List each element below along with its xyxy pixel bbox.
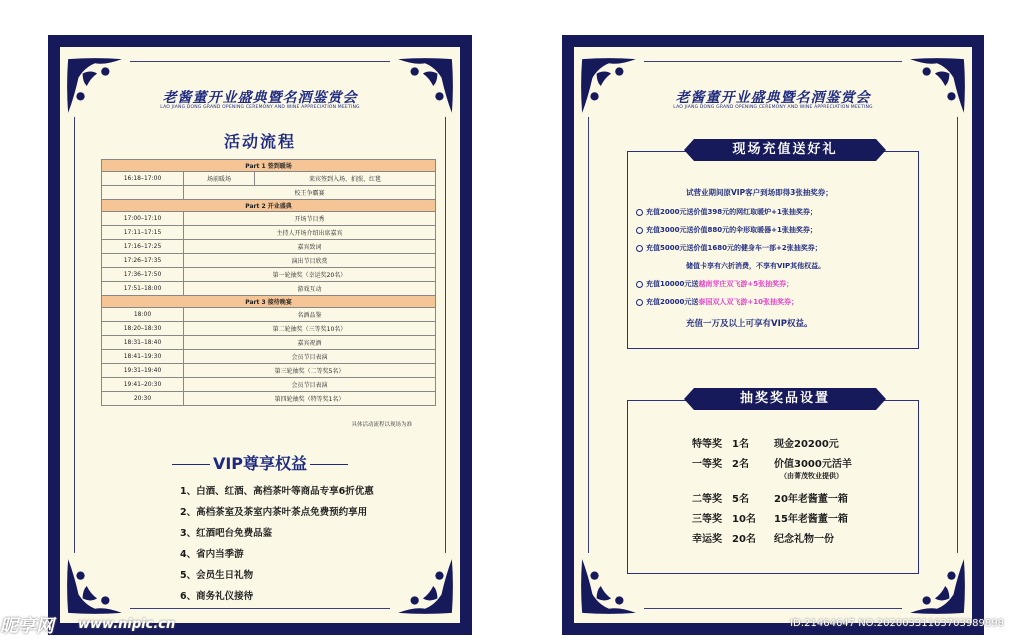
bullet-icon [636,209,643,216]
schedule-time: 18:00 [102,308,184,322]
table-row [102,172,436,186]
watermark-id: ID:21464647 NO:20200331163703989898 [790,618,1004,629]
schedule-time: 17:51–18:00 [102,282,184,296]
list-item: 3、红酒吧台免费品鉴 [180,528,273,539]
bullet-icon [636,281,643,288]
prize-count: 2名 [732,459,749,470]
watermark-logo: 昵享网 [0,616,54,637]
schedule-time: 18:31–18:40 [102,336,184,350]
frame-line [644,61,902,62]
schedule-part-row [102,160,436,172]
schedule-time: 19:41–20:30 [102,378,184,392]
table-row [102,350,436,364]
frame-line [130,61,390,62]
recharge-text: 充值2000元送价值398元的网红取暖炉+1张抽奖券； [646,208,817,216]
schedule-item: 来宾签到入场、拍照、红毯 [255,172,436,186]
schedule-time: 17:36–17:50 [102,268,184,282]
prize-banner: 抽奖奖品设置 [694,388,876,410]
offers-page [562,35,984,635]
schedule-item: 嘉宾祝酒 [184,336,436,350]
vip-heading [60,451,460,474]
prize-name: 纪念礼物一份 [774,534,834,545]
list-item: 5、会员生日礼物 [180,570,254,581]
watermark-url: www.nipic.cn [78,617,176,632]
schedule-time: 17:16–17:25 [102,240,184,254]
prize-name: 现金20200元 [774,439,839,450]
table-row [102,226,436,240]
page-inner [60,47,460,623]
list-item: 2、高档茶室及茶室内茶叶茶点免费预约享用 [180,507,368,518]
vip-title: VIP尊享权益 [212,454,308,473]
prize-name: 20年老酱董一箱 [774,494,848,505]
schedule-time: 17:11–17:15 [102,226,184,240]
recharge-banner: 现场充值送好礼 [694,139,876,161]
list-item: 6、商务礼仪接待 [180,591,254,602]
schedule-time: 18:20–18:30 [102,322,184,336]
schedule-time [102,186,184,200]
schedule-table [101,159,436,406]
schedule-item: 演出节目欣赏 [184,254,436,268]
prize-count: 20名 [732,534,756,545]
prize-level: 三等奖 [692,514,722,525]
list-item [636,207,817,217]
prize-level: 特等奖 [692,439,722,450]
recharge-text: 充值10000元送 [646,280,699,288]
event-title: 老酱董开业盛典暨名酒鉴赏会 [162,90,358,106]
ornament-corner-icon [394,555,456,617]
table-row [102,240,436,254]
table-row [102,254,436,268]
frame-line [445,117,446,553]
event-subtitle: LAO JIANG DONG GRAND OPENING CEREMONY AND WINE APPRECIATION MEETING [673,105,873,110]
bullet-icon [636,245,643,252]
recharge-note: 储值卡享有六折消费，不享有VIP其他权益。 [686,262,826,270]
frame-line [588,117,589,553]
vip-list [180,487,374,613]
prize-count: 10名 [732,514,756,525]
recharge-text: 充值3000元送价值880元的伞形取暖器+1张抽奖券； [646,226,817,234]
schedule-part-row [102,200,436,212]
table-row [102,308,436,322]
page-inner [574,47,972,623]
table-row [102,186,436,200]
schedule-item: 会员节目表演 [184,378,436,392]
list-item: 4、省内当季游 [180,549,244,560]
schedule-item: 名酒品鉴 [184,308,436,322]
prize-name: 15年老酱董一箱 [774,514,848,525]
table-row [102,364,436,378]
event-subtitle: LAO JIANG DONG GRAND OPENING CEREMONY AND WINE APPRECIATION MEETING [160,105,360,110]
recharge-footer: 充值一万及以上可享有VIP权益。 [686,319,813,329]
schedule-time: 17:00–17:10 [102,212,184,226]
schedule-time: 17:26–17:35 [102,254,184,268]
recharge-intro: 试营业期间原VIP客户到场即得3张抽奖券； [686,188,833,197]
table-row [102,336,436,350]
schedule-item: 嘉宾致词 [184,240,436,254]
prize-note: （由菁茂牧业提供） [780,472,843,480]
table-row [102,378,436,392]
list-item: 1、白酒、红酒、高档茶叶等商品专享6折优惠 [180,486,374,497]
bullet-icon [636,299,643,306]
schedule-item: 第四轮抽奖（特等奖1名） [184,392,436,406]
divider [310,464,348,465]
schedule-item: 主持人开场介绍出席嘉宾 [184,226,436,240]
prize-level: 幸运奖 [692,534,722,545]
schedule-item: 第三轮抽奖（二等奖5名） [184,364,436,378]
list-item [636,279,793,289]
schedule-item: 开场节目秀 [184,212,436,226]
divider [172,464,210,465]
frame-line [957,117,958,553]
table-row [102,282,436,296]
schedule-item: 场前暖场 [184,172,255,186]
prize-box [627,400,919,574]
schedule-item: 校王争霸赛 [184,186,436,200]
recharge-highlight: 越南芽庄双飞游+5张抽奖券； [698,280,794,288]
table-row [102,392,436,406]
schedule-item: 会员节目表演 [184,350,436,364]
part-label: Part 3 接待晚宴 [102,296,436,308]
prize-count: 5名 [732,494,749,505]
bullet-icon [636,227,643,234]
recharge-text: 充值20000元送 [646,298,699,306]
table-row [102,322,436,336]
table-row [102,212,436,226]
list-item [636,225,817,235]
event-title: 老酱董开业盛典暨名酒鉴赏会 [675,90,871,106]
ornament-corner-icon [64,555,126,617]
prize-name: 价值3000元活羊 [774,459,852,470]
list-item [636,243,822,253]
schedule-note: 具体活动流程以现场为准 [351,422,412,428]
prize-level: 二等奖 [692,494,722,505]
recharge-highlight: 泰国双人双飞游+10张抽奖券； [698,298,798,306]
schedule-time: 16:18–17:00 [102,172,184,186]
prize-level: 一等奖 [692,459,722,470]
program-page [48,35,472,635]
prize-count: 1名 [732,439,749,450]
part-label: Part 1 签到暖场 [102,160,436,172]
list-item [636,297,798,307]
recharge-text: 充值5000元送价值1680元的健身车一部+2张抽奖券； [646,244,822,252]
schedule-time: 19:31–19:40 [102,364,184,378]
schedule-time: 18:41–19:30 [102,350,184,364]
schedule-time: 20:30 [102,392,184,406]
part-label: Part 2 开业盛典 [102,200,436,212]
schedule-item: 游戏互动 [184,282,436,296]
schedule-item: 第二轮抽奖（三等奖10名） [184,322,436,336]
frame-line [74,117,75,553]
table-row [102,268,436,282]
schedule-heading: 活动流程 [223,132,296,151]
frame-line [644,608,902,609]
schedule-item: 第一轮抽奖（幸运奖20名） [184,268,436,282]
schedule-part-row [102,296,436,308]
